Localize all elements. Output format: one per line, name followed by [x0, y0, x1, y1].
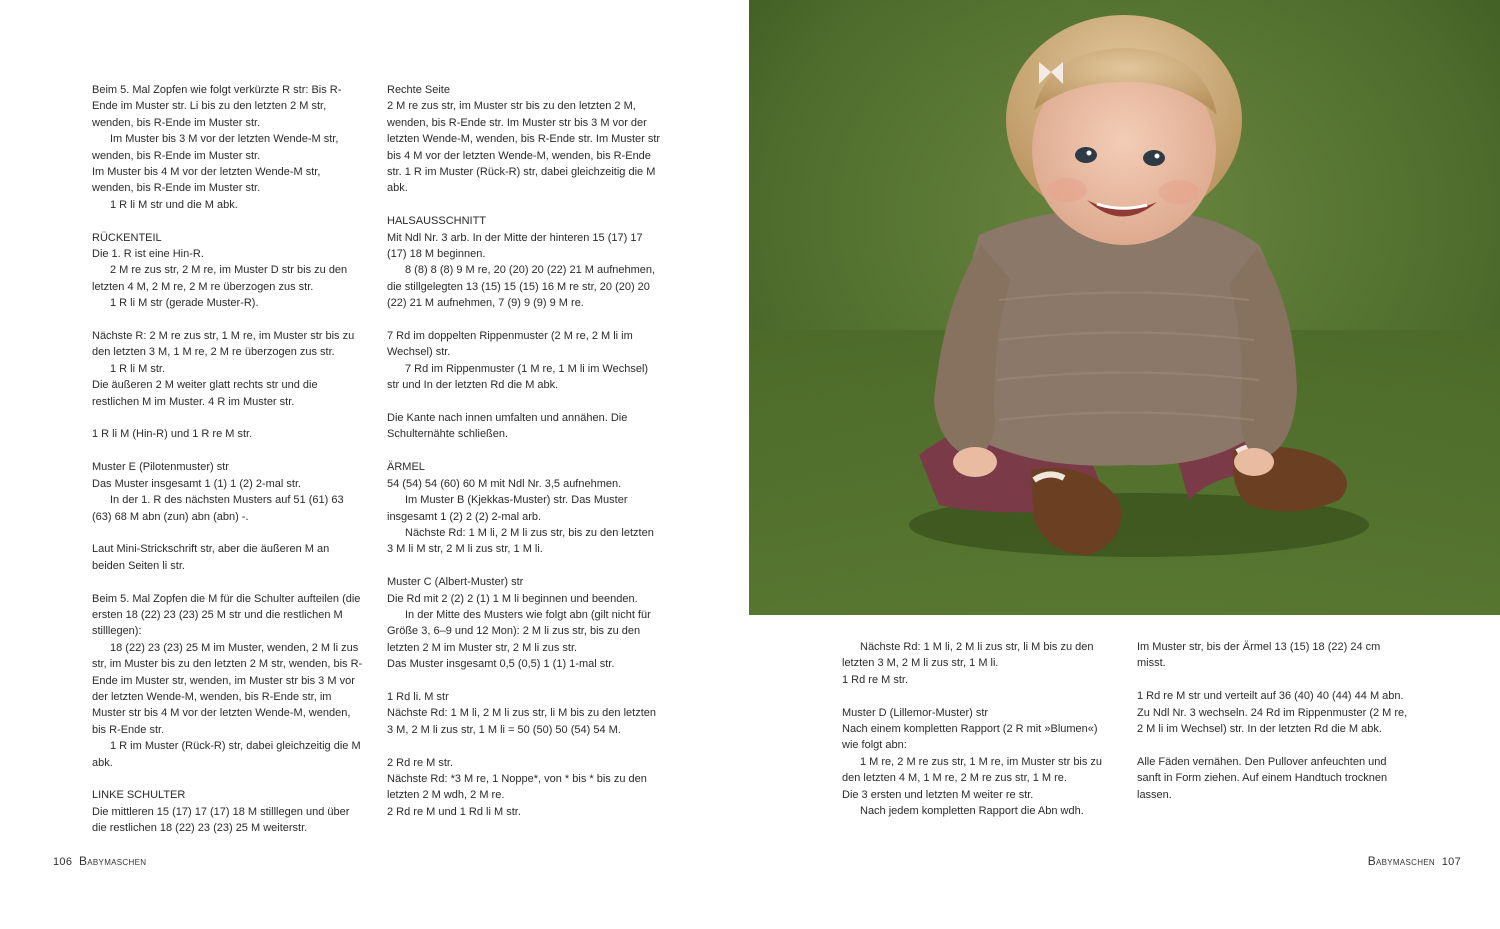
section-heading: Rechte Seite	[387, 84, 450, 96]
paragraph-spacer	[387, 312, 661, 328]
instruction-paragraph: Die äußeren 2 M weiter glatt rechts str und die restlichen M im Muster. 4 R im Muster str.	[92, 379, 318, 408]
instruction-paragraph: 18 (22) 23 (23) 25 M im Muster, wenden, 2 M li zus str, im Muster bis zu den letzten 2 M str, wenden, bis R-Ende im Muster str, wenden, im Muster str bis 3 M vor der letzten Wende-M, wenden, bis R-Ende str, im Muster str bis 4 M vor der letzten Wende-M, wenden, bis R-Ende str.	[92, 641, 363, 736]
paragraph-spacer	[387, 738, 661, 754]
instruction-paragraph: 1 Rd re M str und verteilt auf 36 (40) 40 (44) 44 M abn. Zu Ndl Nr. 3 wechseln. 24 Rd im Rippenmuster (2 M re, 2 M li im Wechsel) str. In der letzten Rd die M abk.	[1137, 690, 1408, 736]
instruction-paragraph: 1 R li M str (gerade Muster-R).	[110, 297, 259, 310]
text-column-1	[92, 82, 364, 837]
paragraph-spacer	[387, 443, 661, 459]
section-heading: Muster E (Pilotenmuster) str	[92, 461, 229, 474]
instruction-paragraph: 2 Rd re M und 1 Rd li M str.	[387, 805, 521, 818]
instruction-paragraph: Im Muster str, bis der Ärmel 13 (15) 18 (22) 24 cm misst.	[1137, 641, 1381, 670]
paragraph-spacer	[387, 197, 661, 213]
instruction-paragraph: 8 (8) 8 (8) 9 M re, 20 (20) 20 (22) 21 M aufnehmen, die stillgelegten 13 (15) 15 (15) 16 M re str, 20 (20) 20 (22) 21 M aufnehmen, 7 (9) 9 (9) 9 M re.	[387, 264, 656, 310]
baby-illustration	[749, 0, 1500, 615]
instruction-paragraph: Die Kante nach innen umfalten und annähen. Die Schulternähte schließen.	[387, 412, 628, 441]
instruction-paragraph: Nächste R: 2 M re zus str, 1 M re, im Muster str bis zu den letzten 3 M, 1 M re, 2 M re überzogen zus str.	[92, 330, 355, 359]
folio-left	[53, 854, 146, 868]
folio-right	[1368, 854, 1461, 868]
instruction-paragraph: Nächste Rd: *3 M re, 1 Noppe*, von * bis * bis zu den letzten 2 M wdh, 2 M re.	[387, 772, 647, 802]
instruction-paragraph: 2 Rd re M str.	[387, 756, 454, 769]
paragraph-spacer	[842, 688, 1112, 704]
instruction-paragraph: Alle Fäden vernähen. Den Pullover anfeuchten und sanft in Form ziehen. Auf einem Handtuch trocknen lassen.	[1137, 755, 1388, 801]
instruction-paragraph: Nächste Rd: 1 M li, 2 M li zus str, li M bis zu den letzten 3 M, 2 M li zus str, 1 M li.	[842, 641, 1094, 670]
paragraph-spacer	[92, 312, 364, 328]
instruction-paragraph: Die mittleren 15 (17) 17 (17) 18 M stilllegen und über die restlichen 18 (22) 23 (23) 25 M weiterstr.	[92, 805, 350, 835]
section-heading: LINKE SCHULTER	[92, 789, 186, 802]
instruction-paragraph: Die 1. R ist eine Hin-R.	[92, 248, 204, 261]
paragraph-spacer	[92, 525, 364, 541]
paragraph-spacer	[92, 771, 364, 787]
page-number-right: 107	[1441, 856, 1461, 868]
instruction-paragraph: 7 Rd im Rippenmuster (1 M re, 1 M li im Wechsel) str und In der letzten Rd die M abk.	[387, 362, 649, 392]
paragraph-spacer	[1137, 672, 1411, 688]
instruction-paragraph: 1 R li M (Hin-R) und 1 R re M str.	[92, 428, 253, 441]
page-number-left: 106	[53, 856, 73, 868]
instruction-paragraph: Nächste Rd: 1 M li, 2 M li zus str, bis zu den letzten 3 M li M str, 2 M li zus str, 1 M li.	[387, 526, 654, 556]
instruction-paragraph: Nächste Rd: 1 M li, 2 M li zus str, li M bis zu den letzten 3 M, 2 M li zus str, 1 M li = 50 (50) 50 (54) 54 M.	[387, 707, 656, 736]
running-title-left: Babymaschen	[78, 854, 147, 868]
instruction-paragraph: 1 R im Muster (Rück-R) str, dabei gleichzeitig die M abk.	[92, 740, 361, 769]
instruction-paragraph: Das Muster insgesamt 0,5 (0,5) 1 (1) 1-mal str.	[387, 658, 615, 671]
paragraph-spacer	[92, 443, 364, 459]
paragraph-spacer	[92, 574, 364, 590]
section-heading: Muster D (Lillemor-Muster) str	[842, 706, 989, 719]
text-column-3	[842, 639, 1112, 819]
instruction-paragraph: Im Muster bis 3 M vor der letzten Wende-M str, wenden, bis R-Ende im Muster str.	[92, 133, 339, 162]
instruction-paragraph: In der Mitte des Musters wie folgt abn (gilt nicht für Größe 3, 6–9 und 12 Mon): 2 M li zus str, bis zu den letzten 2 M im Muster str, 2 M li zus str.	[387, 608, 651, 654]
paragraph-spacer	[387, 558, 661, 574]
instruction-paragraph: 1 R li M str und die M abk.	[110, 198, 238, 211]
section-heading: RÜCKENTEIL	[92, 231, 162, 244]
instruction-paragraph: 1 M re, 2 M re zus str, 1 M re, im Muster str bis zu den letzten 4 M, 1 M re, 2 M re zus str, 1 M re.	[842, 755, 1103, 785]
text-column-4	[1137, 639, 1411, 803]
instruction-paragraph: 7 Rd im doppelten Rippenmuster (2 M re, 2 M li im Wechsel) str.	[387, 330, 633, 359]
instruction-paragraph: 54 (54) 54 (60) 60 M mit Ndl Nr. 3,5 aufnehmen.	[387, 477, 622, 490]
section-heading: ÄRMEL	[387, 461, 425, 474]
instruction-paragraph: Beim 5. Mal Zopfen wie folgt verkürzte R str: Bis R-Ende im Muster str. Li bis zu den letzten 2 M str, wenden, bis R-Ende im Muster str.	[92, 84, 342, 129]
section-heading: HALSAUSSCHNITT	[387, 215, 487, 228]
text-column-2	[387, 82, 661, 820]
instruction-paragraph: 2 M re zus str, im Muster str bis zu den letzten 2 M, wenden, bis R-Ende str. Im Muster str bis 3 M vor der letzten Wende-M, wenden, bis R-Ende str. Im Muster str bis 4 M vor der letzten Wende-M, wenden, bis R-Ende str. 1 R im Muster (Rück-R) str, dabei gleichzeitig die M abk.	[387, 100, 661, 195]
paragraph-spacer	[92, 213, 364, 229]
baby-photo	[749, 0, 1500, 615]
paragraph-spacer	[387, 673, 661, 689]
paragraph-spacer	[387, 394, 661, 410]
paragraph-spacer	[1137, 737, 1411, 753]
instruction-paragraph: Die Rd mit 2 (2) 2 (1) 1 M li beginnen und beenden.	[387, 592, 638, 605]
instruction-paragraph: 2 M re zus str, 2 M re, im Muster D str bis zu den letzten 4 M, 2 M re, 2 M re überzogen zus str.	[92, 264, 348, 293]
instruction-paragraph: 1 Rd re M str.	[842, 673, 909, 686]
instruction-paragraph: Mit Ndl Nr. 3 arb. In der Mitte der hinteren 15 (17) 17 (17) 18 M beginnen.	[387, 231, 643, 261]
instruction-paragraph: Laut Mini-Strickschrift str, aber die äußeren M an beiden Seiten li str.	[92, 543, 330, 572]
instruction-paragraph: Nach einem kompletten Rapport (2 R mit »Blumen«) wie folgt abn:	[842, 723, 1098, 752]
instruction-paragraph: Beim 5. Mal Zopfen die M für die Schulter aufteilen (die ersten 18 (22) 23 (23) 25 M str und die restlichen M stilllegen):	[92, 592, 361, 638]
instruction-paragraph: Die 3 ersten und letzten M weiter re str.	[842, 788, 1034, 801]
paragraph-spacer	[92, 410, 364, 426]
instruction-paragraph: 1 Rd li. M str	[387, 690, 449, 703]
running-title-right: Babymaschen	[1367, 854, 1436, 868]
instruction-paragraph: Nach jedem kompletten Rapport die Abn wdh.	[860, 805, 1084, 818]
section-heading: Muster C (Albert-Muster) str	[387, 576, 524, 589]
instruction-paragraph: Im Muster B (Kjekkas-Muster) str. Das Muster insgesamt 1 (2) 2 (2) 2-mal arb.	[387, 494, 628, 523]
instruction-paragraph: Das Muster insgesamt 1 (1) 1 (2) 2-mal str.	[92, 477, 302, 490]
instruction-paragraph: In der 1. R des nächsten Musters auf 51 (61) 63 (63) 68 M abn (zun) abn (abn) -.	[92, 494, 344, 523]
instruction-paragraph: Im Muster bis 4 M vor der letzten Wende-M str, wenden, bis R-Ende im Muster str.	[92, 166, 321, 195]
instruction-paragraph: 1 R li M str.	[110, 362, 166, 375]
